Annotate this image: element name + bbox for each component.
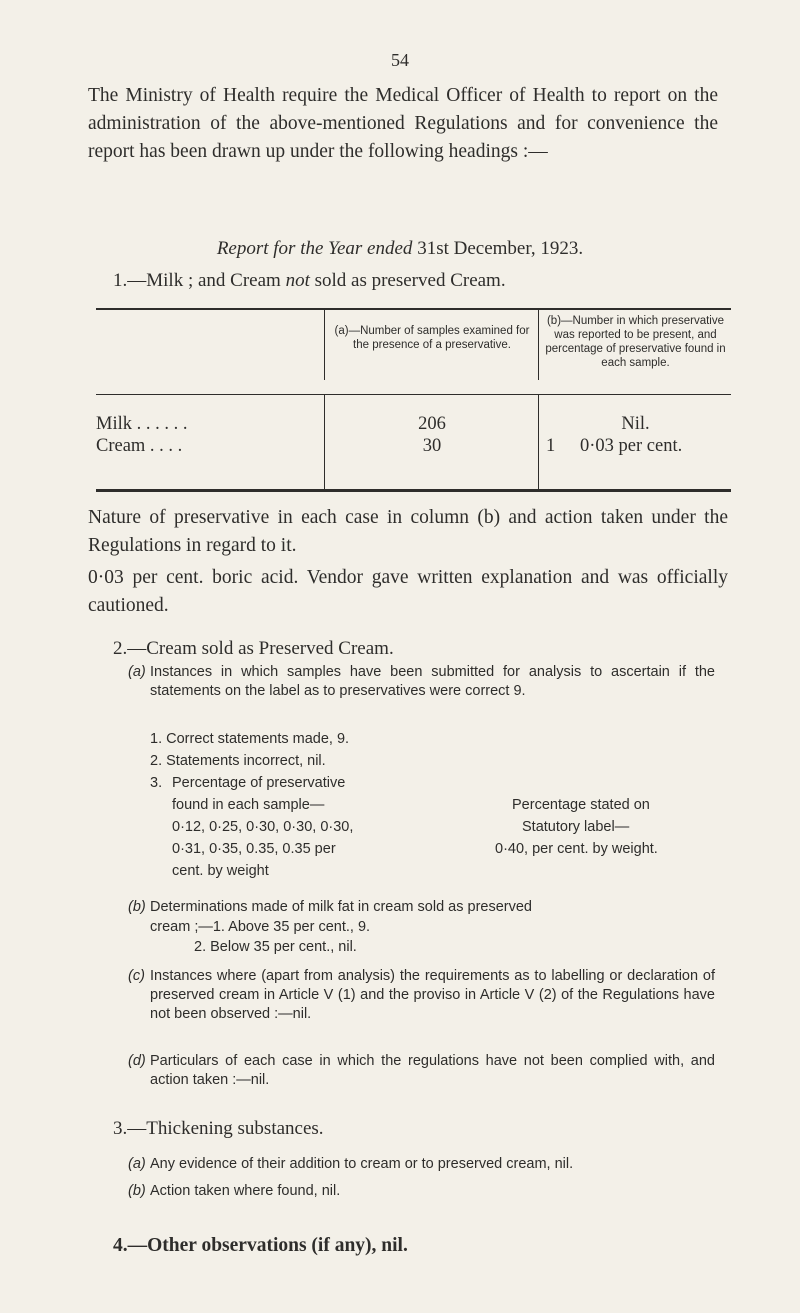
- section-2a-item-3-line-4: 0·31, 0·35, 0.35, 0.35 per: [172, 841, 336, 857]
- section-2b-line-1: Determinations made of milk fat in cream sold as preserved: [150, 899, 532, 915]
- column-header-b: (b)—Number in which preservative was reported to be present, and percentage of preservative found in each sample.: [545, 315, 726, 369]
- section-4-heading: 4.—Other observations (if any), nil.: [113, 1235, 408, 1256]
- report-heading: [0, 238, 800, 260]
- section-3b-label: (b): [128, 1183, 146, 1199]
- section-2a-text: Instances in which samples have been submitted for analysis to ascertain if the statements on the label as to preservatives were correct 9.: [150, 664, 715, 699]
- section-2a-item-3-line-2: found in each sample—: [172, 797, 325, 813]
- section-2b-line-2: cream ;—1. Above 35 per cent., 9.: [150, 919, 371, 935]
- statutory-percentage-line-3: 0·40, per cent. by weight.: [495, 841, 658, 857]
- section-2d-label: (d): [128, 1053, 146, 1069]
- section-1-heading-start: 1.—Milk ; and Cream: [113, 270, 286, 291]
- row-found-number-cream: 1: [546, 436, 556, 456]
- section-2b-line-3: 2. Below 35 per cent., nil.: [194, 939, 357, 955]
- preservative-table: [96, 308, 731, 492]
- section-2b-label: (b): [128, 899, 146, 915]
- section-2a-item-3-number: 3.: [150, 775, 163, 791]
- section-2a-item-1: 1. Correct statements made, 9.: [150, 731, 350, 747]
- section-1-heading-end: sold as preserved Cream.: [309, 270, 506, 291]
- page-number: 54: [391, 50, 409, 70]
- section-2d-text: Particulars of each case in which the regulations have not been complied with, and action taken :—nil.: [150, 1053, 715, 1088]
- row-found-milk: Nil.: [621, 414, 650, 434]
- section-3b-text: Action taken where found, nil.: [150, 1183, 341, 1199]
- table-rule-bottom: [96, 489, 731, 492]
- statutory-percentage-line-1: Percentage stated on: [512, 797, 650, 813]
- table-rule-header: [96, 394, 731, 395]
- section-3-heading: 3.—Thickening substances.: [113, 1118, 324, 1139]
- table-divider: [324, 395, 325, 489]
- section-2a-item-2: 2. Statements incorrect, nil.: [150, 753, 326, 769]
- section-3a-label: (a): [128, 1156, 146, 1172]
- intro-paragraph: The Ministry of Health require the Medical Officer of Health to report on the administration of the above-mentioned Regulations and for convenience the report has been drawn up under the following headings :—: [88, 85, 718, 162]
- row-label-cream: Cream . . . .: [96, 436, 183, 456]
- row-label-milk: Milk . . . . . .: [96, 414, 188, 434]
- section-2c-label: (c): [128, 968, 145, 984]
- statutory-percentage-line-2: Statutory label—: [522, 819, 630, 835]
- nature-paragraph: Nature of preservative in each case in column (b) and action taken under the Regulations in regard to it.: [88, 507, 728, 556]
- boric-paragraph: 0·03 per cent. boric acid. Vendor gave written explanation and was officially cautioned.: [88, 567, 728, 616]
- column-header-a: (a)—Number of samples examined for the presence of a preservative.: [334, 325, 530, 351]
- row-count-milk: 206: [418, 414, 446, 434]
- table-rule-top: [96, 308, 731, 310]
- table-divider: [324, 310, 325, 380]
- table-divider: [538, 395, 539, 489]
- section-2a-label: (a): [128, 664, 146, 680]
- row-found-cream: 0·03 per cent.: [580, 436, 683, 456]
- section-2a-item-3-line-1: Percentage of preservative: [172, 775, 346, 791]
- report-heading-prefix: Report for the Year ended: [216, 238, 413, 259]
- section-2c-text: Instances where (apart from analysis) the requirements as to labelling or declaration of preserved cream in Article V (1) and the proviso in Article V (2) of the Regulations have not been observed :—nil.: [150, 968, 715, 1022]
- table-divider: [538, 310, 539, 380]
- section-2a-item-3-line-5: cent. by weight: [172, 863, 269, 879]
- section-2a-item-3-line-3: 0·12, 0·25, 0·30, 0·30, 0·30,: [172, 819, 354, 835]
- section-1-heading: [113, 270, 506, 292]
- section-2-heading: 2.—Cream sold as Preserved Cream.: [113, 638, 394, 659]
- section-1-heading-em: not: [285, 270, 310, 291]
- section-3a-text: Any evidence of their addition to cream or to preserved cream, nil.: [150, 1156, 574, 1172]
- row-count-cream: 30: [422, 436, 442, 456]
- report-heading-date: 31st December, 1923.: [417, 238, 584, 259]
